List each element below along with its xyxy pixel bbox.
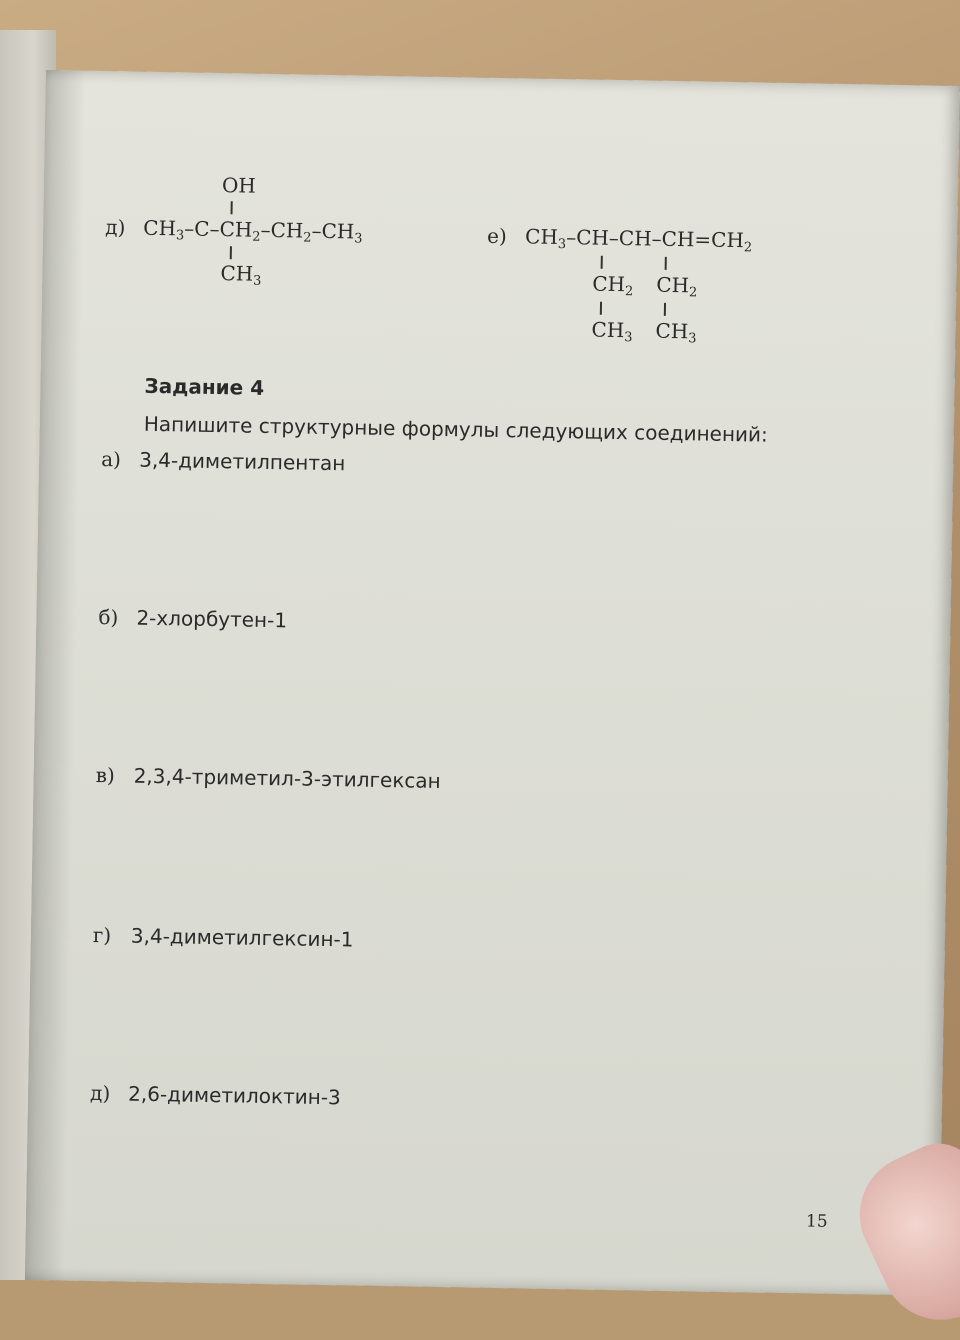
formula-subscript: 2 [303, 230, 312, 246]
task-item-v [95, 763, 440, 793]
formula-d-bond-up [231, 201, 233, 214]
task-item-label: а) [101, 447, 122, 472]
formula-e-branch2-ch2: $CH_2$ [656, 272, 698, 301]
formula-d-oh: OH [221, 173, 257, 198]
book-page [25, 70, 960, 1296]
task-item-label: д) [89, 1080, 111, 1106]
task-item-text: 2,6-диметилоктин-3 [127, 1081, 341, 1110]
formula-subscript: 3 [175, 228, 185, 244]
formula-text: CH [143, 215, 177, 241]
formula-text: –CH [311, 218, 355, 244]
formula-e-bond-1 [601, 256, 603, 269]
formula-text: –C–CH [184, 216, 253, 242]
task-item-b [98, 605, 287, 632]
formula-d-bond-down [230, 246, 232, 259]
task-item-d [90, 1081, 341, 1109]
formula-d-ch3: $CH_3$ [220, 261, 262, 289]
formula-text: –CH [260, 217, 304, 243]
formula-d-label: д) [105, 215, 126, 240]
task-item-text: 3,4-диметилгексин-1 [130, 923, 354, 952]
formula-e-bond-4 [664, 303, 666, 316]
task-item-label: в) [95, 762, 115, 788]
formula-subscript: 3 [354, 231, 363, 247]
task-item-label: г) [92, 922, 112, 948]
formula-subscript: 2 [743, 240, 753, 256]
formula-subscript: 2 [252, 229, 261, 245]
task-item-text: 3,4-диметилпентан [139, 447, 346, 476]
formula-e-chain [525, 224, 752, 255]
formula-d-chain [143, 216, 363, 247]
formula-e-branch1-ch2: $CH_2$ [592, 271, 634, 300]
task-item-text: 2,3,4-триметил-3-этилгексан [133, 763, 441, 793]
page-number: 15 [805, 1211, 828, 1232]
formula-e-bond-2 [665, 257, 667, 270]
task-intro: Напишите структурные формулы следующих соединений: [143, 411, 768, 447]
formula-e-branch2-ch3: $CH_3$ [655, 318, 697, 347]
task-item-g [93, 923, 354, 952]
task-item-a [101, 447, 346, 475]
task-item-text: 2-хлорбутен-1 [136, 605, 288, 633]
formula-e-branch1-ch3: $CH_3$ [591, 317, 633, 346]
formula-text: –CH–CH–CH=CH [565, 225, 745, 253]
formula-e-bond-3 [600, 302, 602, 315]
task-heading: Задание 4 [144, 373, 265, 400]
task-item-label: б) [98, 605, 119, 630]
formula-subscript: 3 [557, 236, 567, 253]
formula-text: CH [524, 224, 559, 249]
formula-e-label: е) [486, 223, 508, 249]
